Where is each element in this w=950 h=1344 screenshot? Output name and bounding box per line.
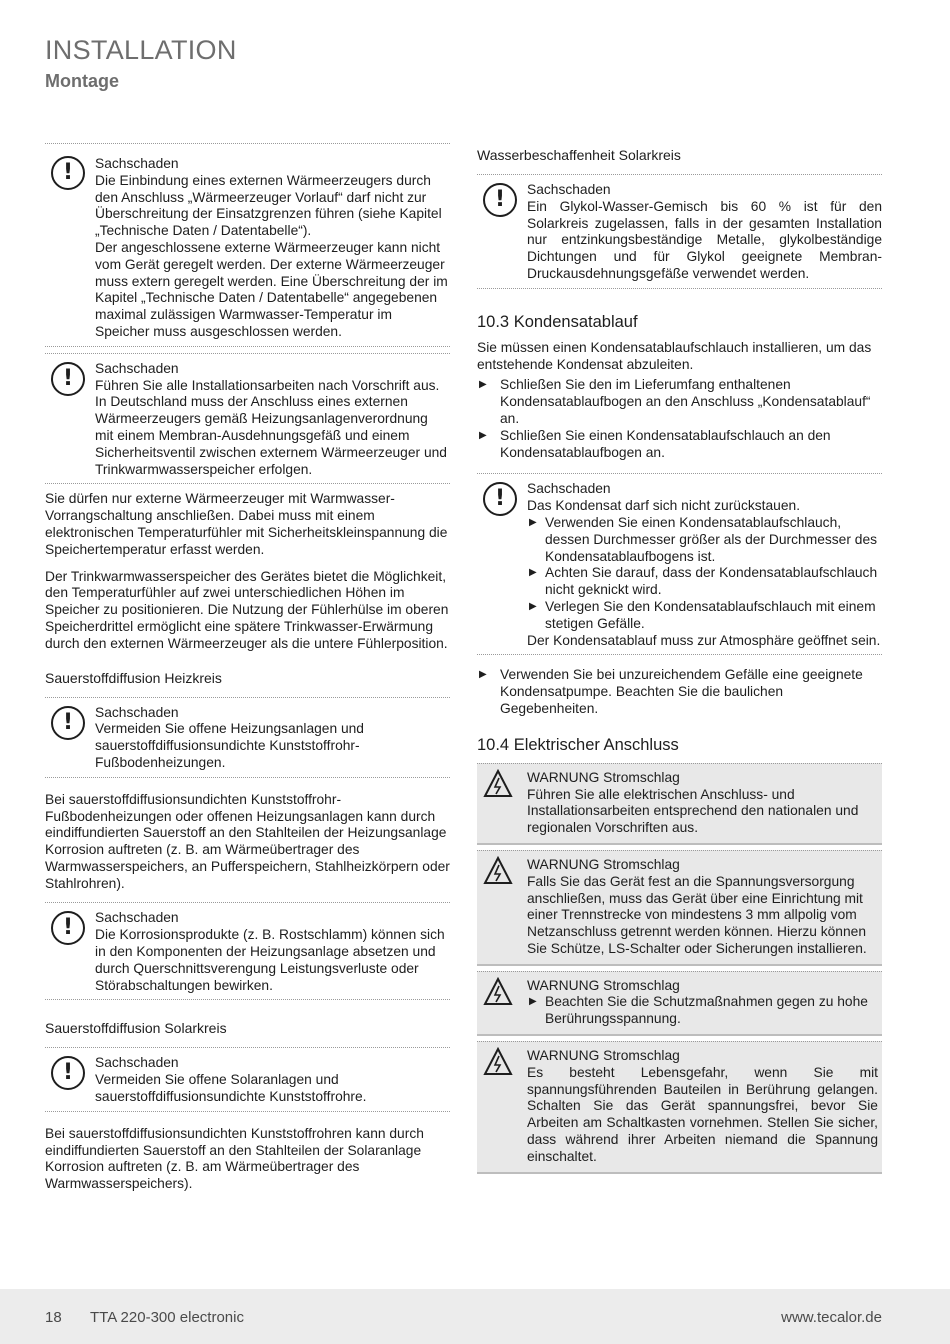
- damage-note: [45, 902, 450, 1000]
- damage-note: [45, 143, 450, 347]
- electric-warning-icon: [483, 856, 513, 886]
- warning-box: [477, 1041, 882, 1174]
- warning-list: [527, 994, 878, 1028]
- note-title: Sachschaden: [95, 704, 179, 720]
- warning-box: [477, 850, 882, 966]
- exclamation-icon: !: [483, 183, 517, 217]
- note-text: Das Kondensat darf sich nicht zurückstauen.: [527, 498, 801, 514]
- electric-warning-icon: [483, 769, 513, 799]
- warning-box: [477, 971, 882, 1036]
- page-number: 18: [45, 1309, 62, 1326]
- warning-title: WARNUNG Stromschlag: [527, 977, 680, 993]
- exclamation-icon: !: [51, 911, 85, 945]
- exclamation-icon: !: [51, 1056, 85, 1090]
- exclamation-icon: !: [51, 706, 85, 740]
- note-text: Die Korrosionsprodukte (z. B. Rostschlamm) können sich in den Komponenten der Heizungsanlage absetzen und durch Querschnittsverengung Leistungsverluste oder Störabschaltungen bewirken.: [95, 927, 445, 993]
- note-title: Sachschaden: [95, 1055, 179, 1071]
- warning-title: WARNUNG Stromschlag: [527, 1048, 680, 1064]
- list-item: ▶ Verwenden Sie einen Kondensatablaufschlauch, dessen Durchmesser größer als der Durchmesser des Kondensatablaufbogens ist.: [527, 515, 882, 565]
- note-title: Sachschaden: [95, 910, 179, 926]
- warning-title: WARNUNG Stromschlag: [527, 769, 680, 785]
- section-heading: 10.3 Kondensatablauf: [477, 312, 638, 331]
- note-title: Sachschaden: [95, 360, 179, 376]
- website-link[interactable]: www.tecalor.de: [781, 1309, 882, 1326]
- right-column: [477, 143, 882, 1179]
- left-column: [45, 143, 450, 1203]
- electric-warning-icon: [483, 977, 513, 1007]
- warning-text: Führen Sie alle elektrischen Anschluss- und Installationsarbeiten entsprechend den nationalen und regionalen Vorschriften aus.: [527, 786, 859, 836]
- note-text: Vermeiden Sie offene Solaranlagen und sauerstoffdiffusionsundichte Kunststoffrohre.: [95, 1072, 367, 1105]
- warning-title: WARNUNG Stromschlag: [527, 856, 680, 872]
- list-item: ▶ Verlegen Sie den Kondensatablaufschlauch mit einem stetigen Gefälle.: [527, 599, 882, 633]
- list-item: ▶ Achten Sie darauf, dass der Kondensatablaufschlauch nicht geknickt wird.: [527, 565, 882, 599]
- note-title: Sachschaden: [95, 156, 179, 171]
- paragraph: Bei sauerstoffdiffusionsundichten Kunststoffrohren kann durch eindiffundierten Sauerstoff an den Stahlteilen der Solaranlage Korrosion auftreten (z. B. am Wärmeübertrager des Warmwasserspeichers).: [45, 1125, 424, 1192]
- note-text: Vermeiden Sie offene Heizungsanlagen und sauerstoffdiffusionsundichte Kunststoffrohr-Fußbodenheizungen.: [95, 721, 364, 770]
- damage-note: [45, 1047, 450, 1111]
- page-title: INSTALLATION: [45, 35, 237, 65]
- list-item: ▶ Verwenden Sie bei unzureichendem Gefälle eine geeignete Kondensatpumpe. Beachten Sie die baulichen Gegebenheiten.: [477, 667, 882, 717]
- paragraph: Sie dürfen nur externe Wärmeerzeuger mit Warmwasser-Vorrangschaltung anschließen. Dabei muss mit einem elektronischen Temperaturfühler mit Sicherheitskleinspannung die Speichertemperatur erfasst werden.: [45, 491, 448, 557]
- warning-box: [477, 763, 882, 845]
- note-text: Der angeschlossene externe Wärmeerzeuger kann nicht vom Gerät geregelt werden. Der externe Wärmeerzeuger muss extern geregelt werden. Eine Überschreitung der im Kapitel „Technische Daten / Datentabelle“ angegebenen maximal zulässigen Warmwasser-Temperatur im Speicher muss ausgeschlossen werden.: [95, 239, 448, 339]
- subheading: Sauerstoffdiffusion Heizkreis: [45, 669, 222, 686]
- damage-note: [477, 473, 882, 655]
- instruction-list: [477, 377, 882, 461]
- product-name: TTA 220-300 electronic: [90, 1309, 244, 1326]
- exclamation-icon: !: [483, 482, 517, 516]
- paragraph: Bei sauerstoffdiffusionsundichten Kunststoffrohr-Fußbodenheizungen oder offenen Heizungsanlagen kann durch eindiffundierten Sauerstoff an den Stahlteilen der Heizungsanlage Korrosion auftreten (z. B. am Wärmeübertrager des Warmwasserspeichers, an Pufferspeichern, Stahlheizkörpern oder Stahlrohren).: [45, 791, 450, 891]
- note-text: Ein Glykol-Wasser-Gemisch bis 60 % ist für den Solarkreis zugelassen, falls in der gesamten Installation nur entzinkungsbeständige Metalle, glykolbeständige Dichtungen und für Glykol geeignete Membran-Druckausdehnungsgefäße verwendet werden.: [527, 198, 882, 281]
- paragraph: Der Trinkwarmwasserspeicher des Gerätes bietet die Möglichkeit, den Temperaturfühler auf zwei unterschiedlichen Höhen im Speicher zu positionieren. Die Nutzung der Fühlerhülse im oberen Speicherdrittel ermöglicht eine spätere Trinkwasser-Erwärmung durch den externen Wärmeerzeuger als die untere Fühlerposition.: [45, 568, 449, 651]
- note-text: Führen Sie alle Installationsarbeiten nach Vorschrift aus. In Deutschland muss der Anschluss eines externen Wärmeerzeugers gemäß Heizungsanlagenverordnung mit einem Membran-Ausdehnungsgefäß und einem Sicherheitsventil zwischen externem Wärmeerzeuger und Trinkwarmwasserspeicher erfolgen.: [95, 377, 447, 477]
- note-list: [527, 515, 882, 633]
- subheading: Sauerstoffdiffusion Solarkreis: [45, 1020, 227, 1037]
- electric-warning-icon: [483, 1047, 513, 1077]
- damage-note: [477, 174, 882, 289]
- damage-note: [45, 697, 450, 778]
- page-subtitle: Montage: [45, 71, 119, 91]
- damage-note: [45, 353, 450, 485]
- note-text: Die Einbindung eines externen Wärmeerzeugers durch den Anschluss „Wärmeerzeuger Vorlauf“ darf nicht zur Überschreitung der Einsatzgrenzen führen (siehe Kapitel „Technische Daten / Datentabelle“).: [95, 172, 442, 239]
- list-item: ▶ Beachten Sie die Schutzmaßnahmen gegen zu hohe Berührungsspannung.: [527, 994, 878, 1028]
- page-footer: [0, 1289, 950, 1344]
- note-title: Sachschaden: [527, 182, 611, 197]
- instruction-list: [477, 667, 882, 717]
- exclamation-icon: !: [51, 362, 85, 396]
- note-title: Sachschaden: [527, 481, 611, 497]
- note-text: Der Kondensatablauf muss zur Atmosphäre geöffnet sein.: [527, 632, 881, 648]
- subheading: Wasserbeschaffenheit Solarkreis: [477, 147, 681, 163]
- warning-text: Es besteht Lebensgefahr, wenn Sie mit spannungsführenden Bauteilen in Berührung gelangen. Schalten Sie das Gerät spannungsfrei, bevor Sie Arbeiten am Schaltkasten vornehmen. Stellen Sie sicher, dass während ihrer Arbeiten niemand die Spannung einschaltet.: [527, 1064, 878, 1164]
- exclamation-icon: !: [51, 156, 85, 190]
- warning-text: Falls Sie das Gerät fest an die Spannungsversorgung anschließen, muss das Gerät über eine Einrichtung mit einer Trennstrecke von mindestens 3 mm allpolig vom Netzanschluss getrennt werden können. Hierzu können Sie Schütze, LS-Schalter oder Sicherungen installieren.: [527, 873, 867, 956]
- section-heading: 10.4 Elektrischer Anschluss: [477, 735, 679, 754]
- paragraph: Sie müssen einen Kondensatablaufschlauch installieren, um das entstehende Kondensat abzuleiten.: [477, 339, 872, 372]
- list-item: ▶ Schließen Sie den im Lieferumfang enthaltenen Kondensatablaufbogen an den Anschluss „Kondensatablauf“ an.: [477, 377, 882, 427]
- list-item: ▶ Schließen Sie einen Kondensatablaufschlauch an den Kondensatablaufbogen an.: [477, 428, 882, 462]
